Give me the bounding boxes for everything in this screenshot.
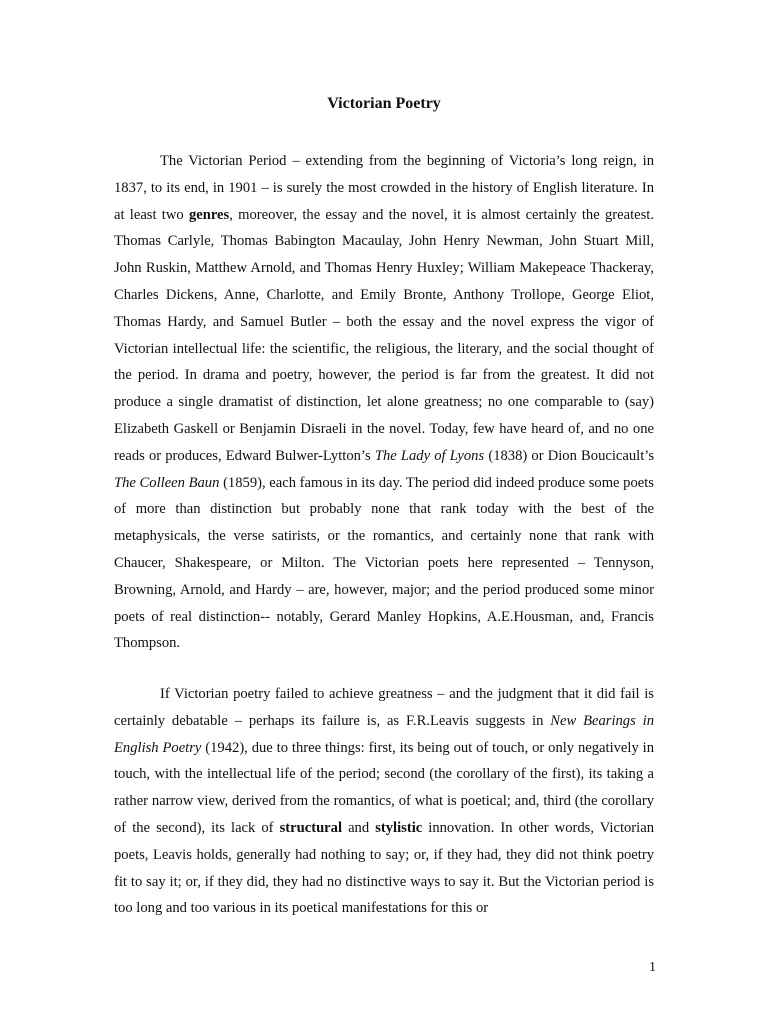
- bold-term-genres: genres: [188, 206, 230, 223]
- paragraph-1-segment: (1838) or Dion Boucicault’s: [484, 447, 655, 464]
- paragraph-1-segment: The Victorian Period – extending from the beginning of Victoria’s long reign, in 1837, to its end, in 1901 – is surely the most crowded in the history of English literature. In at least two: [114, 153, 654, 223]
- italic-title-lady-of-lyons: The Lady of Lyons: [374, 447, 485, 464]
- paragraph-2-segment: and: [342, 819, 376, 836]
- page-number: 1: [649, 960, 656, 975]
- document-title: Victorian Poetry: [327, 95, 441, 112]
- paragraph-1-text: [114, 148, 654, 657]
- paragraph-2: [114, 681, 654, 922]
- paragraph-1-segment: (1859), each famous in its day. The period did indeed produce some poets of more than distinction but probably none that rank today with the best of the metaphysicals, the verse satirists, or the romantics, and certainly none that rank with Chaucer, Shakespeare, or Milton. The Victorian poets here represented – Tennyson, Browning, Arnold, and Hardy – are, however, major; and the period produced some minor poets of real distinction-- notably, Gerard Manley Hopkins, A.E.Housman, and, Francis Thompson.: [114, 474, 654, 652]
- italic-title-new-bearings: New Bearings in English Poetry: [114, 712, 654, 756]
- italic-title-colleen-baun: The Colleen Baun: [114, 474, 220, 491]
- paragraph-2-segment: (1942), due to three things: first, its being out of touch, or only negatively in touch, with the intellectual life of the period; second (the corollary of the first), its taking a rather narrow view, derived from the romantics, of what is poetical; and, third (the corollary of the second), its lack of: [114, 739, 654, 836]
- bold-term-structural: structural: [279, 819, 343, 836]
- paragraph-2-segment: innovation. In other words, Victorian poets, Leavis holds, generally had nothing to say; or, if they had, they did not think poetry fit to say it; or, if they did, they had no distinctive ways to say it. But the Victorian period is too long and too various in its poetical manifestations for this or: [114, 819, 655, 917]
- paragraph-2-text: [114, 681, 654, 922]
- paragraph-1-segment: , moreover, the essay and the novel, it is almost certainly the greatest. Thomas Carlyle, Thomas Babington Macaulay, John Henry Newman, John Stuart Mill, John Ruskin, Matthew Arnold, and Thomas Henry Huxley; William Makepeace Thackeray, Charles Dickens, Anne, Charlotte, and Emily Bronte, Anthony Trollope, George Eliot, Thomas Hardy, and Samuel Butler – both the essay and the novel express the vigor of Victorian intellectual life: the scientific, the religious, the literary, and the social thought of the period. In drama and poetry, however, the period is far from the greatest. It did not produce a single dramatist of distinction, let alone greatness; no one comparable to (say) Elizabeth Gaskell or Benjamin Disraeli in the novel. Today, few have heard of, and no one reads or produces, Edward Bulwer-Lytton’s: [114, 206, 654, 464]
- paragraph-2-segment: If Victorian poetry failed to achieve greatness – and the judgment that it did fail is certainly debatable – perhaps its failure is, as F.R.Leavis suggests in: [114, 686, 654, 729]
- paragraph-1: [114, 148, 654, 657]
- bold-term-stylistic: stylistic: [375, 819, 423, 836]
